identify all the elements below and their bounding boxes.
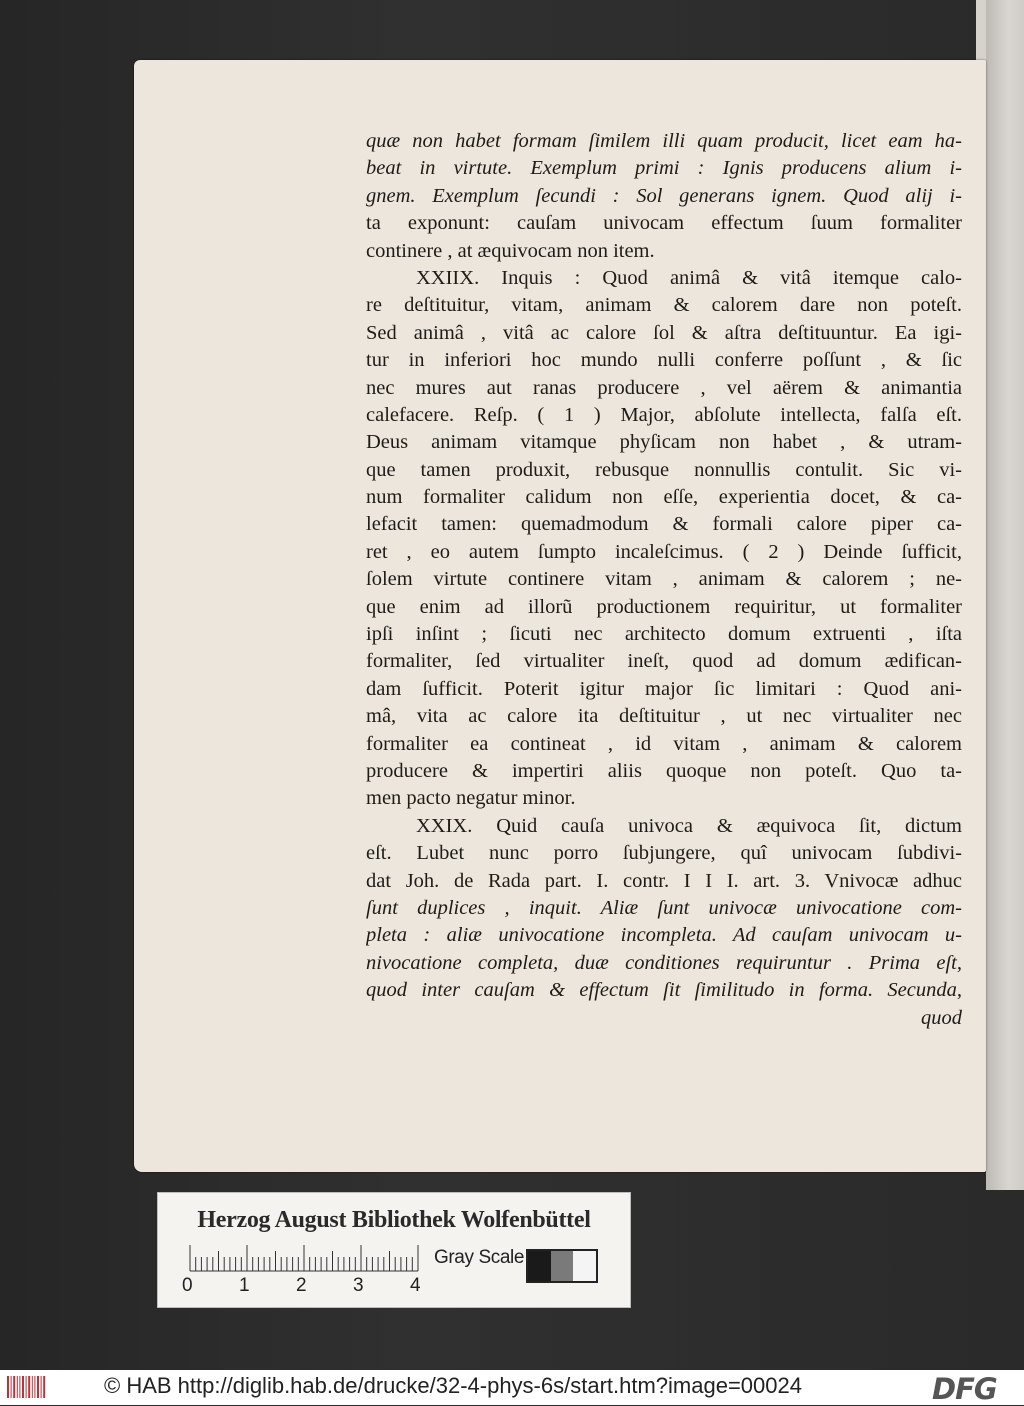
ruler-number: 3 (353, 1275, 364, 1296)
text-line: ta exponunt: cauſam univocam effectum ſuum formaliter (366, 212, 962, 235)
text-line: gnem. Exemplum ſecundi : Sol generans ignem. Quod alij i- (366, 184, 962, 207)
text-line: quod inter cauſam & effectum ſit ſimilitudo in forma. Secunda, (366, 979, 962, 1002)
text-line: Deus animam vitamque phyſicam non habet , & utram- (366, 431, 962, 454)
text-line: ſolem virtute continere vitam , animam & calorem ; ne- (366, 568, 962, 591)
logo-bar (22, 1376, 24, 1398)
text-line: que enim ad illorũ productionem requiritur, ut formaliter (366, 595, 962, 618)
logo-bar (19, 1376, 20, 1398)
text-line: ret , eo autem ſumpto incaleſcimus. ( 2 ) Deinde ſufficit, (366, 540, 962, 563)
text-line: quæ non habet formam ſimilem illi quam producit, licet eam ha- (366, 130, 962, 152)
text-line: pleta : aliæ univocatione incompleta. Ad cauſam univocam u- (366, 924, 962, 947)
logo-bar (32, 1376, 33, 1398)
text-line: beat in virtute. Exemplum primi : Ignis producens alium i- (366, 157, 962, 180)
text-line: num formaliter calidum non eſſe, experientia docet, & ca- (366, 486, 962, 509)
text-line: continere , at æquivocam non item. (366, 239, 655, 262)
text-line: dat Joh. de Rada part. I. contr. I I I. art. 3. Vnivocæ adhuc (366, 869, 962, 892)
text-line: Sed animâ , vitâ ac calore ſol & aſtra deſtituuntur. Ea igi- (366, 321, 962, 344)
gray-swatch (551, 1251, 574, 1281)
text-line: nivocatione completa, duæ conditiones requiruntur . Prima eſt, (366, 951, 962, 974)
text-line: dam ſufficit. Poterit igitur major ſic limitari : Quod ani- (366, 677, 962, 700)
logo-bar (43, 1376, 45, 1398)
catchword: quod (921, 1006, 962, 1029)
text-line: formaliter, ſed virtualiter ineſt, quod ad domum ædifican- (366, 650, 962, 673)
ruler-number: 2 (296, 1275, 307, 1296)
text-line: ſunt duplices , inquit. Aliæ ſunt univocæ univocatione com- (366, 896, 962, 919)
ruler-scale (188, 1245, 428, 1273)
logo-bar (41, 1376, 42, 1398)
barcode-logo-icon (6, 1374, 48, 1400)
text-line: producere & impertiri aliis quoque non poteſt. Quo ta- (366, 759, 962, 782)
ruler-numbers (182, 1275, 432, 1299)
library-name: Herzog August Bibliothek Wolfenbüttel (197, 1207, 591, 1233)
logo-bar (11, 1376, 12, 1398)
logo-bar (7, 1376, 9, 1398)
logo-bar (26, 1376, 27, 1398)
ruler-number: 0 (182, 1275, 193, 1296)
gray-swatch (528, 1251, 551, 1281)
source-url-text[interactable]: © HAB http://diglib.hab.de/drucke/32-4-phys-6s/start.htm?image=00024 (104, 1373, 802, 1398)
ruler-number: 1 (239, 1275, 250, 1296)
logo-bar (17, 1376, 18, 1398)
logo-bar (34, 1376, 35, 1398)
footer-bar (0, 1370, 1024, 1405)
logo-bar (37, 1376, 39, 1398)
logo-bar (28, 1376, 30, 1398)
logo-bar (13, 1376, 15, 1398)
text-line: tur in inferiori hoc mundo nulli conferre poſſunt , & ſic (366, 349, 962, 372)
text-line: XXIIX. Inquis : Quod animâ & vitâ itemque calo- (416, 266, 962, 289)
text-line: eſt. Lubet nunc porro ſubjungere, quî univocam ſubdivi- (366, 842, 962, 865)
text-line: re deſtituitur, vitam, animam & calorem dare non poteſt. (366, 294, 962, 317)
page-text-block (366, 128, 962, 1032)
text-line: men pacto negatur minor. (366, 787, 576, 810)
text-line: que tamen produxit, rebusque nonnullis contulit. Sic vi- (366, 458, 962, 481)
gray-swatch (573, 1251, 596, 1281)
hab-color-calibration-label (157, 1192, 631, 1308)
dfg-logo: DFG (932, 1372, 997, 1406)
text-line: ipſi inſint ; ſicuti nec architecto domum extruenti , iſta (366, 623, 962, 646)
gray-scale-swatches (526, 1249, 598, 1283)
gray-scale-label: Gray Scale (434, 1247, 524, 1268)
text-line: nec mures aut ranas producere , vel aërem & animantia (366, 376, 962, 399)
ruler-number: 4 (410, 1275, 421, 1296)
text-line: calefacere. Reſp. ( 1 ) Major, abſolute intellecta, falſa eſt. (366, 403, 962, 426)
next-page-edge (986, 0, 1024, 1190)
text-line: lefacit tamen: quemadmodum & formali calore piper ca- (366, 513, 962, 536)
text-line: mâ, vita ac calore ita deſtituitur , ut nec virtualiter nec (366, 705, 962, 728)
text-line: XXIX. Quid cauſa univoca & æquivoca ſit, dictum (416, 814, 962, 837)
text-line: formaliter ea contineat , id vitam , animam & calorem (366, 732, 962, 755)
